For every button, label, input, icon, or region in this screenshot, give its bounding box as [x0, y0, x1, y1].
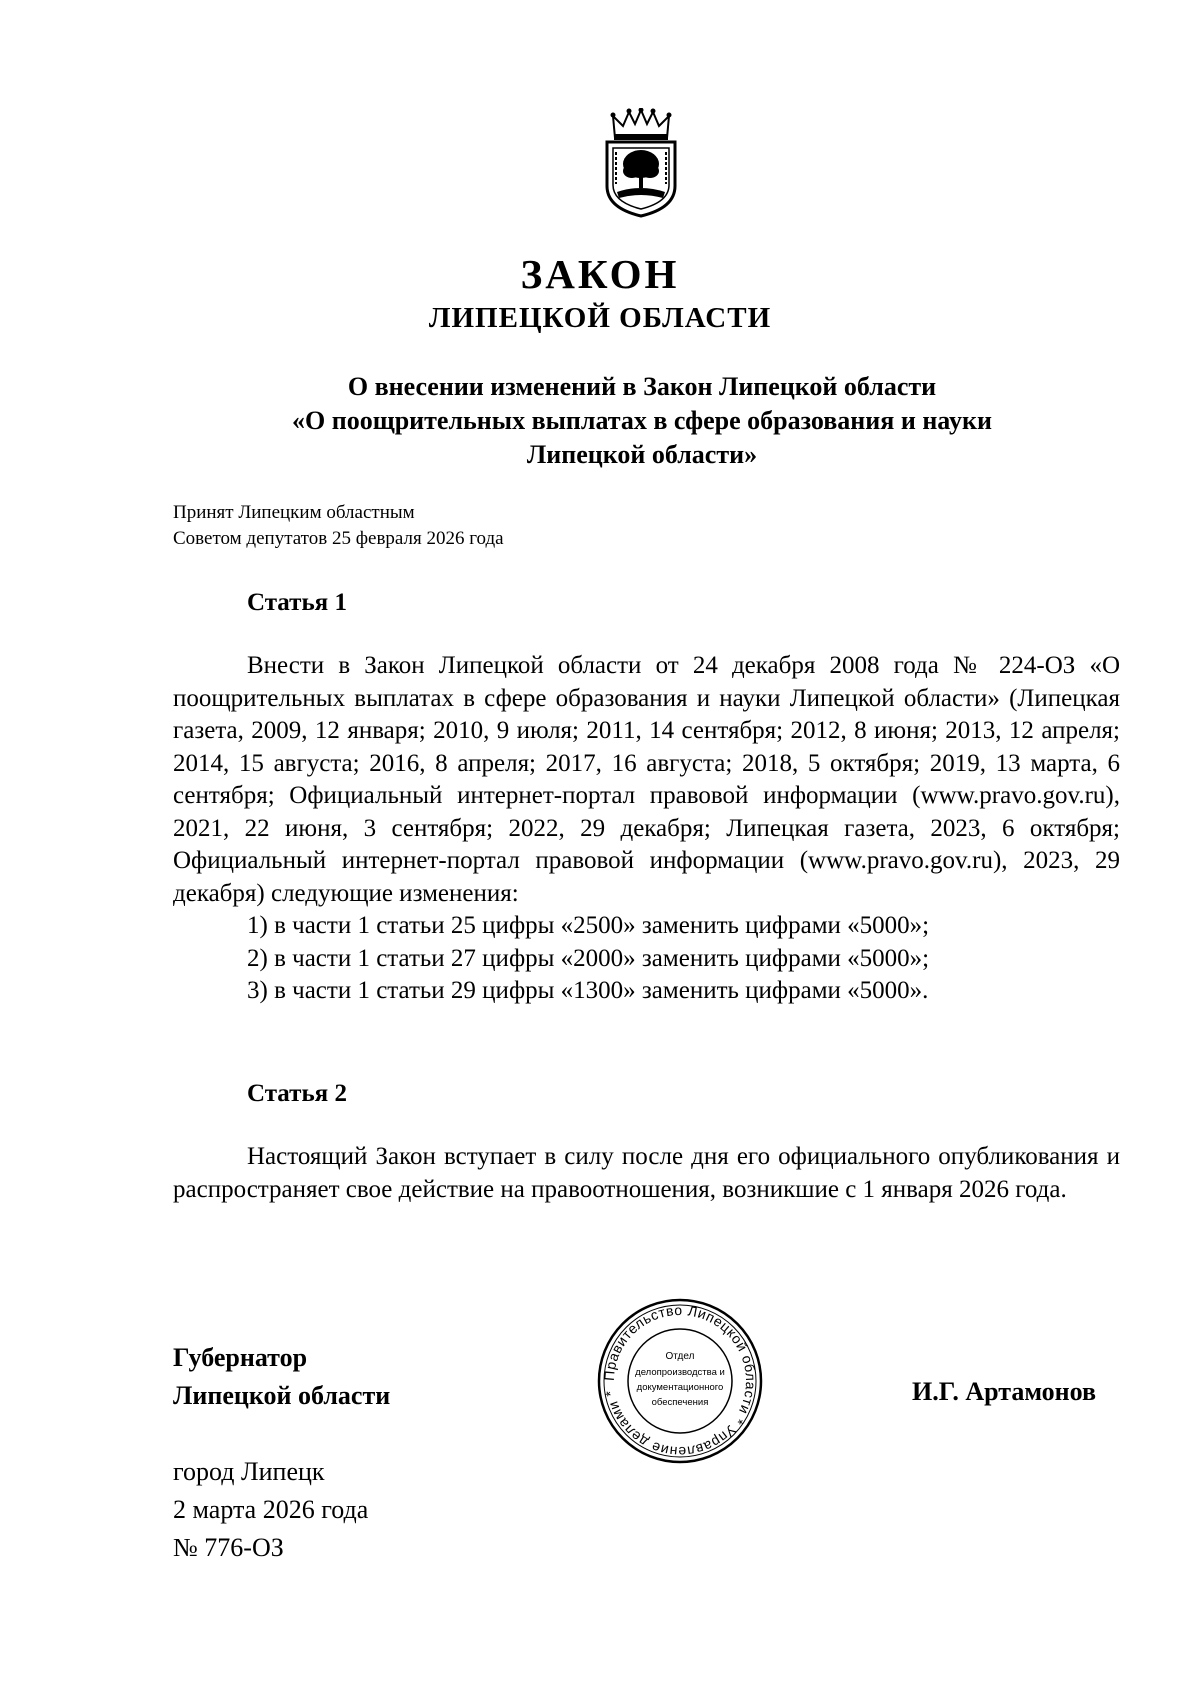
position-line: Липецкой области — [173, 1381, 391, 1410]
stamp-center-text: документационного — [636, 1382, 724, 1393]
stamp-center-text: обеспечения — [651, 1397, 709, 1408]
law-title: ЗАКОН — [520, 251, 680, 297]
heading-line: «О поощрительных выплатах в сфере образования и науки — [292, 406, 992, 435]
city: город Липецк — [173, 1457, 325, 1486]
law-number: № 776-ОЗ — [173, 1533, 284, 1562]
article-2-title: Статья 2 — [247, 1080, 347, 1107]
amendments-list — [173, 910, 1120, 1008]
article-1-paragraph: Внести в Закон Липецкой области от 24 декабря 2008 года № 224-ОЗ «О поощрительных выплатах в сфере образования и науки Липецкой области» (Липецкая газета, 2009, 12 января; 2010, 9 июля; 2011, 14 сентября; 2012, 8 июня; 2013, 12 апреля; 2014, 15 августа; 2016, 8 апреля; 2017, 16 августа; 2018, 5 октября; 2019, 13 марта, 6 сентября; Официальный интернет-портал правовой информации (www.pravo.gov.ru), 2021, 22 июня, 3 сентября; 2022, 29 декабря; Липецкая газета, 2023, 6 октября; Официальный интернет-портал правовой информации (www.pravo.gov.ru), 2023, 29 декабря) следующие изменения: — [173, 652, 1120, 907]
list-item: 1) в части 1 статьи 25 цифры «2500» заменить цифрами «5000»; — [247, 912, 930, 939]
list-item: 2) в части 1 статьи 27 цифры «2000» заменить цифрами «5000»; — [247, 944, 930, 972]
place-date-number — [173, 1453, 368, 1567]
signatory-name: И.Г. Артамонов — [912, 1377, 1097, 1406]
adoption-note — [173, 500, 504, 552]
heading-line: О внесении изменений в Закон Липецкой области — [347, 372, 937, 401]
region-title: ЛИПЕЦКОЙ ОБЛАСТИ — [428, 302, 772, 334]
adoption-line: Советом депутатов 25 февраля 2026 года — [173, 528, 504, 549]
article-1-body — [173, 650, 1120, 1008]
official-stamp — [596, 1297, 764, 1465]
svg-text:Правительство Липецкой области — [601, 1302, 759, 1460]
adoption-line: Принят Липецким областным — [173, 502, 415, 523]
article-2-paragraph: Настоящий Закон вступает в силу после дня его официального опубликования и распространяет свое действие на правоотношения, возникшие с 1 января 2026 года. — [173, 1143, 1120, 1203]
position-line: Губернатор — [173, 1343, 308, 1372]
article-1-title: Статья 1 — [247, 589, 347, 616]
signatory-position — [173, 1339, 390, 1415]
stamp-ring-text: Правительство Липецкой области * Управление делами * — [600, 1301, 760, 1461]
stamp-center-text: делопроизводства и — [635, 1367, 725, 1378]
article-2-body — [173, 1141, 1120, 1206]
heading-line: Липецкой области» — [526, 440, 758, 469]
coat-of-arms-icon — [599, 108, 683, 218]
law-heading — [200, 370, 1084, 472]
signing-date: 2 марта 2026 года — [173, 1495, 369, 1524]
stamp-center-text: Отдел — [665, 1351, 695, 1362]
list-item: 3) в части 1 статьи 29 цифры «1300» заменить цифрами «5000». — [247, 977, 929, 1004]
